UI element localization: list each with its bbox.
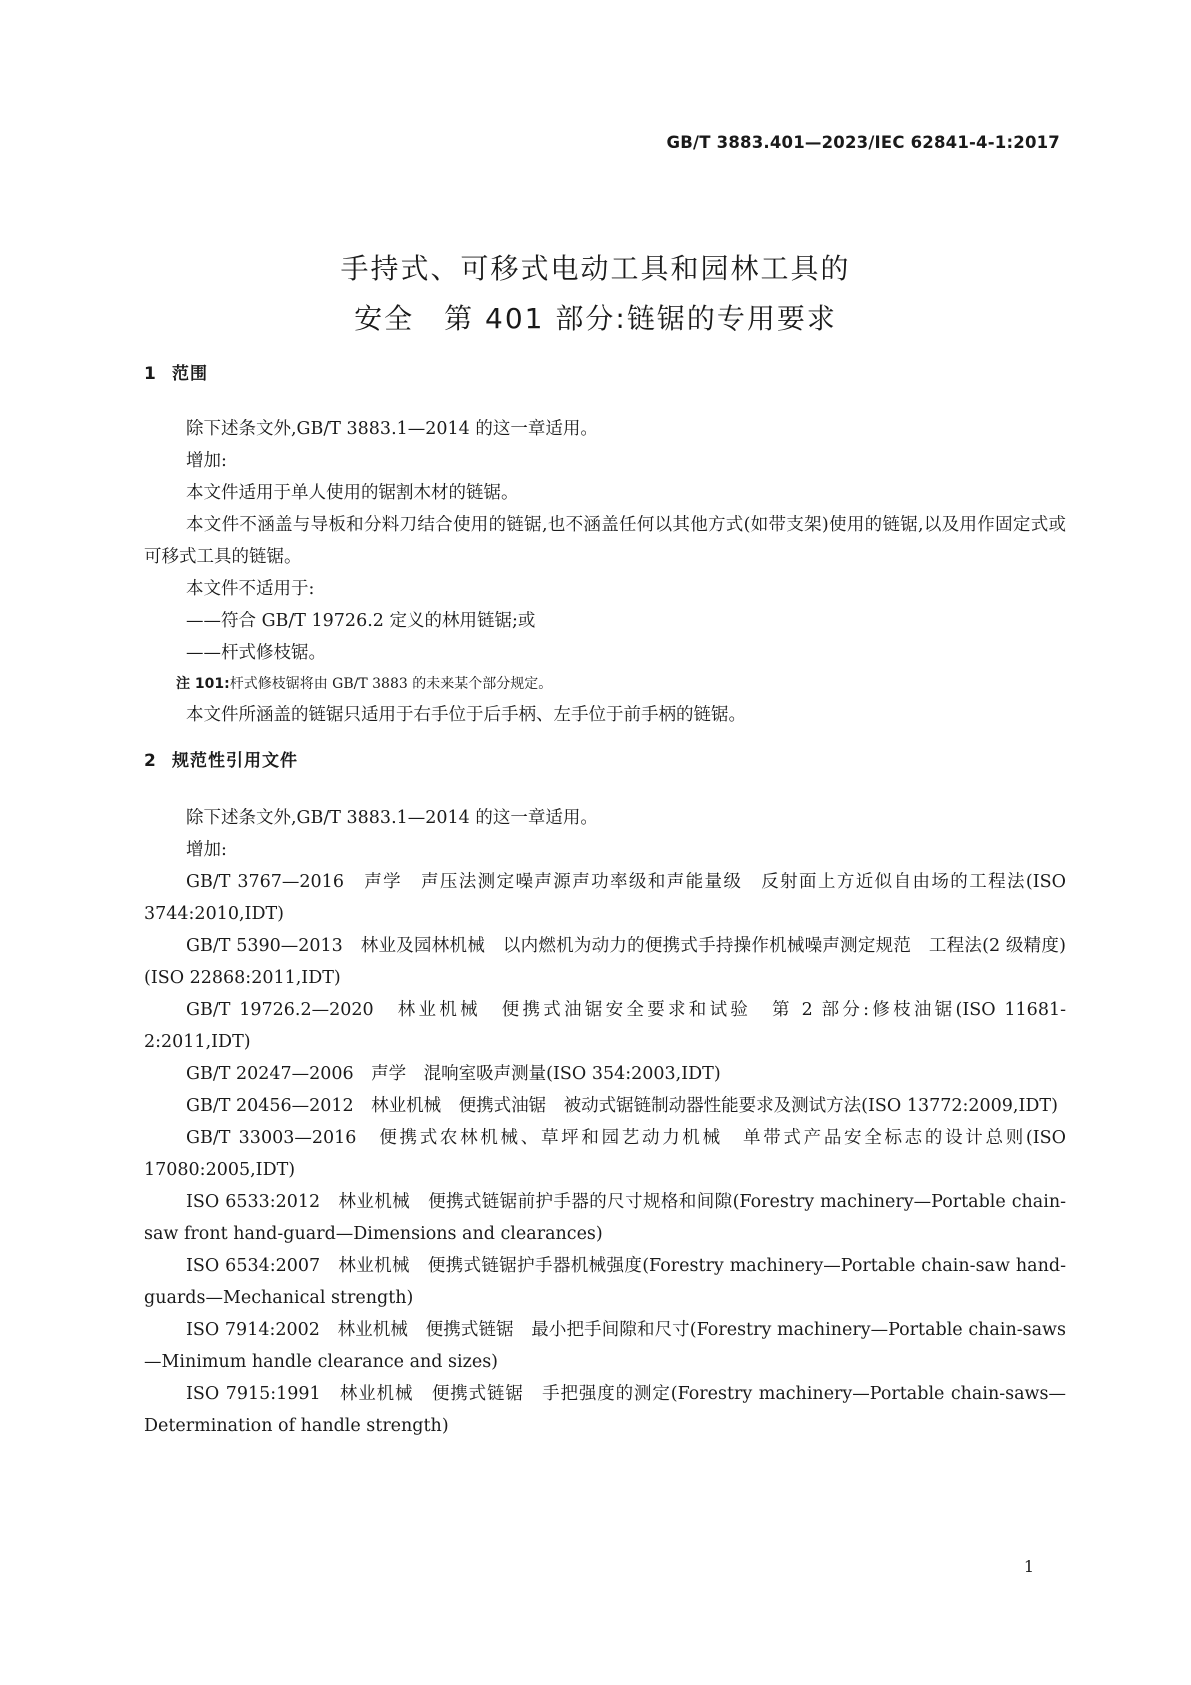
list-item: ——杆式修枝锯。: [186, 643, 326, 663]
paragraph: 本文件不适用于:: [186, 579, 315, 599]
reference-entry: ISO 7915:1991 林业机械 便携式链锯 手把强度的测定(Forestry machinery—Portable chain-saws—Determination of handle strength): [144, 1384, 1066, 1436]
section-2-body: [144, 802, 1066, 1442]
reference-entry: ISO 6534:2007 林业机械 便携式链锯护手器机械强度(Forestry machinery—Portable chain-saw hand-guards—Mechanical strength): [144, 1256, 1066, 1308]
section-number: 2: [144, 751, 157, 771]
page-number: 1: [1023, 1557, 1034, 1576]
paragraph: 增加:: [186, 451, 227, 471]
reference-entry: GB/T 5390—2013 林业及园林机械 以内燃机为动力的便携式手持操作机械噪声测定规范 工程法(2 级精度)(ISO 22868:2011,IDT): [144, 936, 1066, 988]
reference-entry: ISO 7914:2002 林业机械 便携式链锯 最小把手间隙和尺寸(Forestry machinery—Portable chain-saws—Minimum handle clearance and sizes): [144, 1320, 1066, 1372]
paragraph: 除下述条文外,GB/T 3883.1—2014 的这一章适用。: [186, 419, 598, 439]
paragraph: 本文件不涵盖与导板和分料刀结合使用的链锯,也不涵盖任何以其他方式(如带支架)使用的链锯,以及用作固定式或可移式工具的链锯。: [144, 515, 1066, 567]
reference-entry: GB/T 20247—2006 声学 混响室吸声测量(ISO 354:2003,IDT): [186, 1064, 721, 1084]
title-line-1: 手持式、可移式电动工具和园林工具的: [340, 252, 851, 285]
list-item: ——符合 GB/T 19726.2 定义的林用链锯;或: [186, 611, 536, 631]
reference-entry: ISO 6533:2012 林业机械 便携式链锯前护手器的尺寸规格和间隙(Forestry machinery—Portable chain-saw front hand-guard—Dimensions and clearances): [144, 1192, 1066, 1244]
reference-entry: GB/T 20456—2012 林业机械 便携式油锯 被动式锯链制动器性能要求及测试方法(ISO 13772:2009,IDT): [186, 1096, 1058, 1116]
reference-entry: GB/T 3767—2016 声学 声压法测定噪声源声功率级和声能量级 反射面上方近似自由场的工程法(ISO 3744:2010,IDT): [144, 872, 1066, 924]
section-1-body: [144, 413, 1066, 731]
paragraph: 增加:: [186, 840, 227, 860]
title-line-2: 安全 第 401 部分:链锯的专用要求: [354, 302, 837, 335]
reference-entry: GB/T 19726.2—2020 林业机械 便携式油锯安全要求和试验 第 2 部分:修枝油锯(ISO 11681-2:2011,IDT): [144, 1000, 1066, 1052]
note-text: 杆式修枝锯将由 GB/T 3883 的未来某个部分规定。: [229, 676, 553, 692]
section-2-heading: [144, 746, 298, 771]
section-number: 1: [144, 364, 157, 384]
note: [144, 669, 1066, 699]
paragraph: 本文件所涵盖的链锯只适用于右手位于后手柄、左手位于前手柄的链锯。: [186, 705, 746, 725]
note-label: 注 101:: [176, 676, 230, 692]
reference-entry: GB/T 33003—2016 便携式农林机械、草坪和园艺动力机械 单带式产品安全标志的设计总则(ISO 17080:2005,IDT): [144, 1128, 1066, 1180]
standard-number: GB/T 3883.401—2023/IEC 62841-4-1:2017: [666, 133, 1060, 152]
document-title: [0, 244, 1191, 344]
paragraph: 除下述条文外,GB/T 3883.1—2014 的这一章适用。: [186, 808, 598, 828]
section-title: 规范性引用文件: [172, 751, 298, 771]
section-1-heading: [144, 359, 208, 384]
section-title: 范围: [172, 364, 208, 384]
paragraph: 本文件适用于单人使用的锯割木材的链锯。: [186, 483, 519, 503]
